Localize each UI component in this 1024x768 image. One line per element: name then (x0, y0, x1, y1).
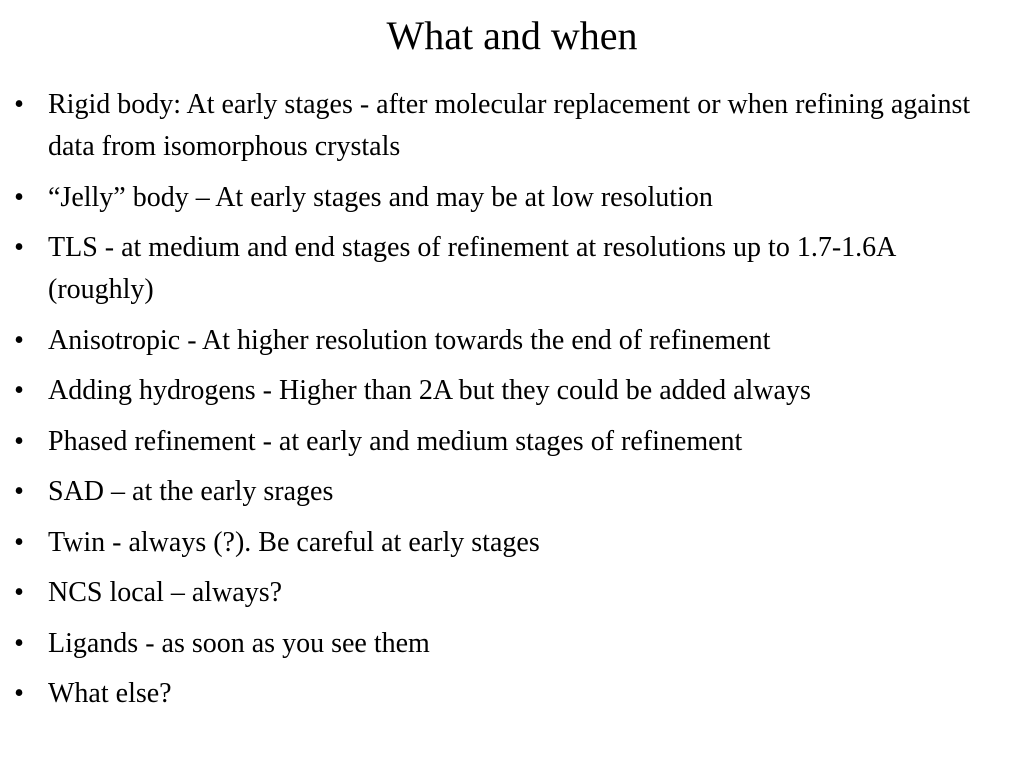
bullet-icon: • (14, 678, 24, 709)
bullet-item (0, 227, 1024, 311)
bullet-icon: • (14, 375, 24, 406)
bullet-icon: • (14, 577, 24, 608)
bullet-text: Rigid body: At early stages - after molecular replacement or when refining against data from isomorphous crystals (48, 89, 971, 162)
bullet-icon: • (14, 181, 24, 213)
bullet-text: Phased refinement - at early and medium stages of refinement (48, 425, 743, 457)
bullet-item (0, 320, 1024, 362)
bullet-text: “Jelly” body – At early stages and may be at low resolution (48, 181, 713, 213)
bullet-text: TLS - at medium and end stages of refinement at resolutions up to 1.7-1.6A (roughly) (48, 232, 895, 305)
bullet-item (0, 673, 1024, 715)
bullet-text: Adding hydrogens - Higher than 2A but they could be added always (48, 375, 811, 406)
slide-title: What and when (386, 13, 638, 58)
bullet-item (0, 177, 1024, 219)
bullet-list (0, 84, 1024, 724)
bullet-icon: • (14, 526, 24, 558)
bullet-text: SAD – at the early srages (48, 476, 334, 507)
bullet-icon: • (14, 627, 24, 659)
bullet-item (0, 471, 1024, 513)
bullet-icon: • (14, 232, 24, 263)
bullet-icon: • (14, 476, 24, 507)
bullet-text: Ligands - as soon as you see them (48, 627, 430, 659)
bullet-text: NCS local – always? (48, 577, 283, 608)
bullet-item (0, 421, 1024, 463)
bullet-icon: • (14, 324, 24, 356)
bullet-item (0, 522, 1024, 564)
bullet-text: What else? (48, 678, 172, 709)
bullet-item (0, 84, 1024, 168)
bullet-text: Anisotropic - At higher resolution towards the end of refinement (48, 324, 771, 356)
bullet-text: Twin - always (?). Be careful at early stages (48, 526, 540, 558)
bullet-item (0, 370, 1024, 412)
bullet-item (0, 623, 1024, 665)
bullet-item (0, 572, 1024, 614)
bullet-icon: • (14, 425, 24, 457)
bullet-icon: • (14, 89, 24, 120)
